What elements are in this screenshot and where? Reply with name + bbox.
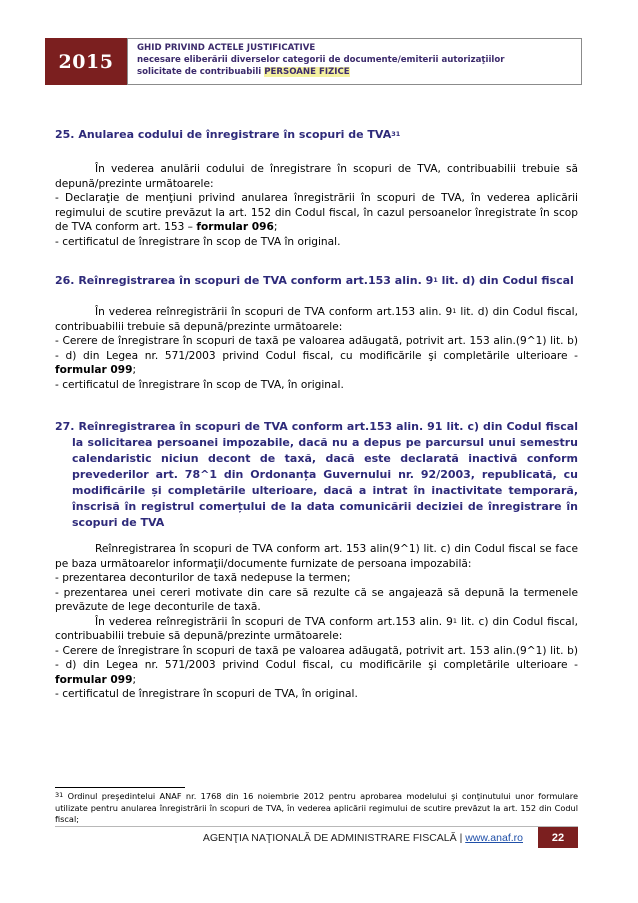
section-26-paragraph-2: - Cerere de înregistrare în scopuri de taxă pe valoarea adăugată, potrivit art. 153 alin.(9^1) lit. b) - d) din Legea nr. 571/2003 privind Codul fiscal, cu modificările şi completările ulterioare - formular 099;	[55, 335, 578, 376]
section-25-paragraph-1: În vederea anulării codului de înregistrare în scopuri de TVA, contribuabilii trebuie să depună/prezinte următoarele:	[55, 163, 578, 190]
header-title-block	[137, 42, 577, 78]
section-27-content	[55, 542, 578, 702]
section-26-paragraph-3: - certificatul de înregistrare în scop de TVA, în original.	[55, 378, 344, 391]
section-27-paragraph-1: Reînregistrarea în scopuri de TVA conform art. 153 alin(9^1) lit. c) din Codul fiscal se face pe baza următoarelor informaţii/documente furnizate de persoana impozabilă:	[55, 543, 578, 570]
header-line-2: necesare eliberării diverselor categorii de documente/emiterii autorizaţiilor	[137, 55, 505, 65]
footnote-divider	[55, 787, 185, 788]
footnote-number: 31	[55, 791, 64, 799]
header-line-3: solicitate de contribuabili PERSOANE FIZICE	[137, 67, 350, 77]
section-25-content	[55, 162, 578, 249]
header-year-badge	[45, 38, 127, 85]
footnote-text: Ordinul preşedintelui ANAF nr. 1768 din 16 noiembrie 2012 pentru aprobarea modelului şi conţinutului unor formulare utilizate pentru anularea înregistrării în scopuri de TVA, în vederea aplicării regimului de scutire prevăzut la art. 152 din Codul fiscal;	[55, 791, 578, 824]
header-year: 2015	[58, 50, 114, 73]
section-25-heading: 25. Anularea codului de înregistrare în scopuri de TVA$^{31}$	[55, 128, 401, 141]
section-27-paragraph-4: În vederea reînregistrării în scopuri de TVA conform art.153 alin. $9^1$ lit. c) din Codul fiscal, contribuabilii trebuie să depună/prezinte următoarele:	[55, 615, 578, 642]
section-27	[55, 419, 578, 531]
footer-website-link[interactable]: www.anaf.ro	[465, 832, 523, 844]
section-27-paragraph-3: - prezentarea unei cereri motivate din care să rezulte că se angajează să depună la termenele prevăzute de lege deconturile de taxă.	[55, 586, 578, 613]
section-27-heading: 27. Reînregistrarea în scopuri de TVA conform art.153 alin. 91 lit. c) din Codul fiscal la solicitarea persoanei impozabile, dacă nu a depus pe parcursul unui semestru calendaristic niciun decont de taxă, dacă este declarată inactivă conform prevederilor art. 78^1 din Ordonanța Guvernului nr. 92/2003, republicată, cu modificările și completările ulterioare, dacă a intrat în inactivitate temporară, înscrisă în registrul comerțului de la data comunicării deciziei de înregistrare în scopuri de TVA	[55, 420, 578, 529]
footer-agency: AGENŢIA NAŢIONALĂ DE ADMINISTRARE FISCALĂ | www.anaf.ro	[202, 832, 523, 844]
section-26-paragraph-1: În vederea reînregistrării în scopuri de TVA conform art.153 alin. $9^1$ lit. d) din Codul fiscal, contribuabilii trebuie să depună/prezinte următoarele:	[55, 306, 578, 333]
section-27-paragraph-6: - certificatul de înregistrare în scopuri de TVA, în original.	[55, 688, 358, 700]
section-27-paragraph-5: - Cerere de înregistrare în scopuri de taxă pe valoarea adăugată, potrivit art. 153 alin.(9^1) lit. b) - d) din Legea nr. 571/2003 privind Codul fiscal, cu modificările şi completările ulterioare - formular 099;	[55, 644, 578, 686]
page-number: 22	[551, 831, 565, 844]
section-27-paragraph-2: - prezentarea deconturilor de taxă nedepuse la termen;	[55, 572, 351, 584]
section-25-paragraph-3: - certificatul de înregistrare în scop de TVA în original.	[55, 235, 341, 248]
section-25	[55, 127, 578, 143]
section-25-paragraph-2: - Declaraţie de menţiuni privind anularea înregistrării în scopuri de TVA, în vederea aplicării regimului de scutire prevăzut la art. 152 din Codul fiscal, în cazul persoanelor înregistrate în scop de TVA conform art. 153 – formular 096;	[55, 192, 578, 233]
section-26	[55, 273, 578, 289]
header-line-1: GHID PRIVIND ACTELE JUSTIFICATIVE	[137, 43, 316, 53]
section-26-heading: 26. Reînregistrarea în scopuri de TVA conform art.153 alin. $9^1$ lit. d) din Codul fiscal	[55, 274, 574, 287]
footer-divider	[55, 826, 578, 827]
section-26-content	[55, 305, 578, 392]
footnote	[55, 791, 578, 826]
header-highlight: PERSOANE FIZICE	[264, 67, 350, 77]
footnote-ref: 31	[391, 130, 401, 138]
page-number-badge	[538, 827, 578, 848]
